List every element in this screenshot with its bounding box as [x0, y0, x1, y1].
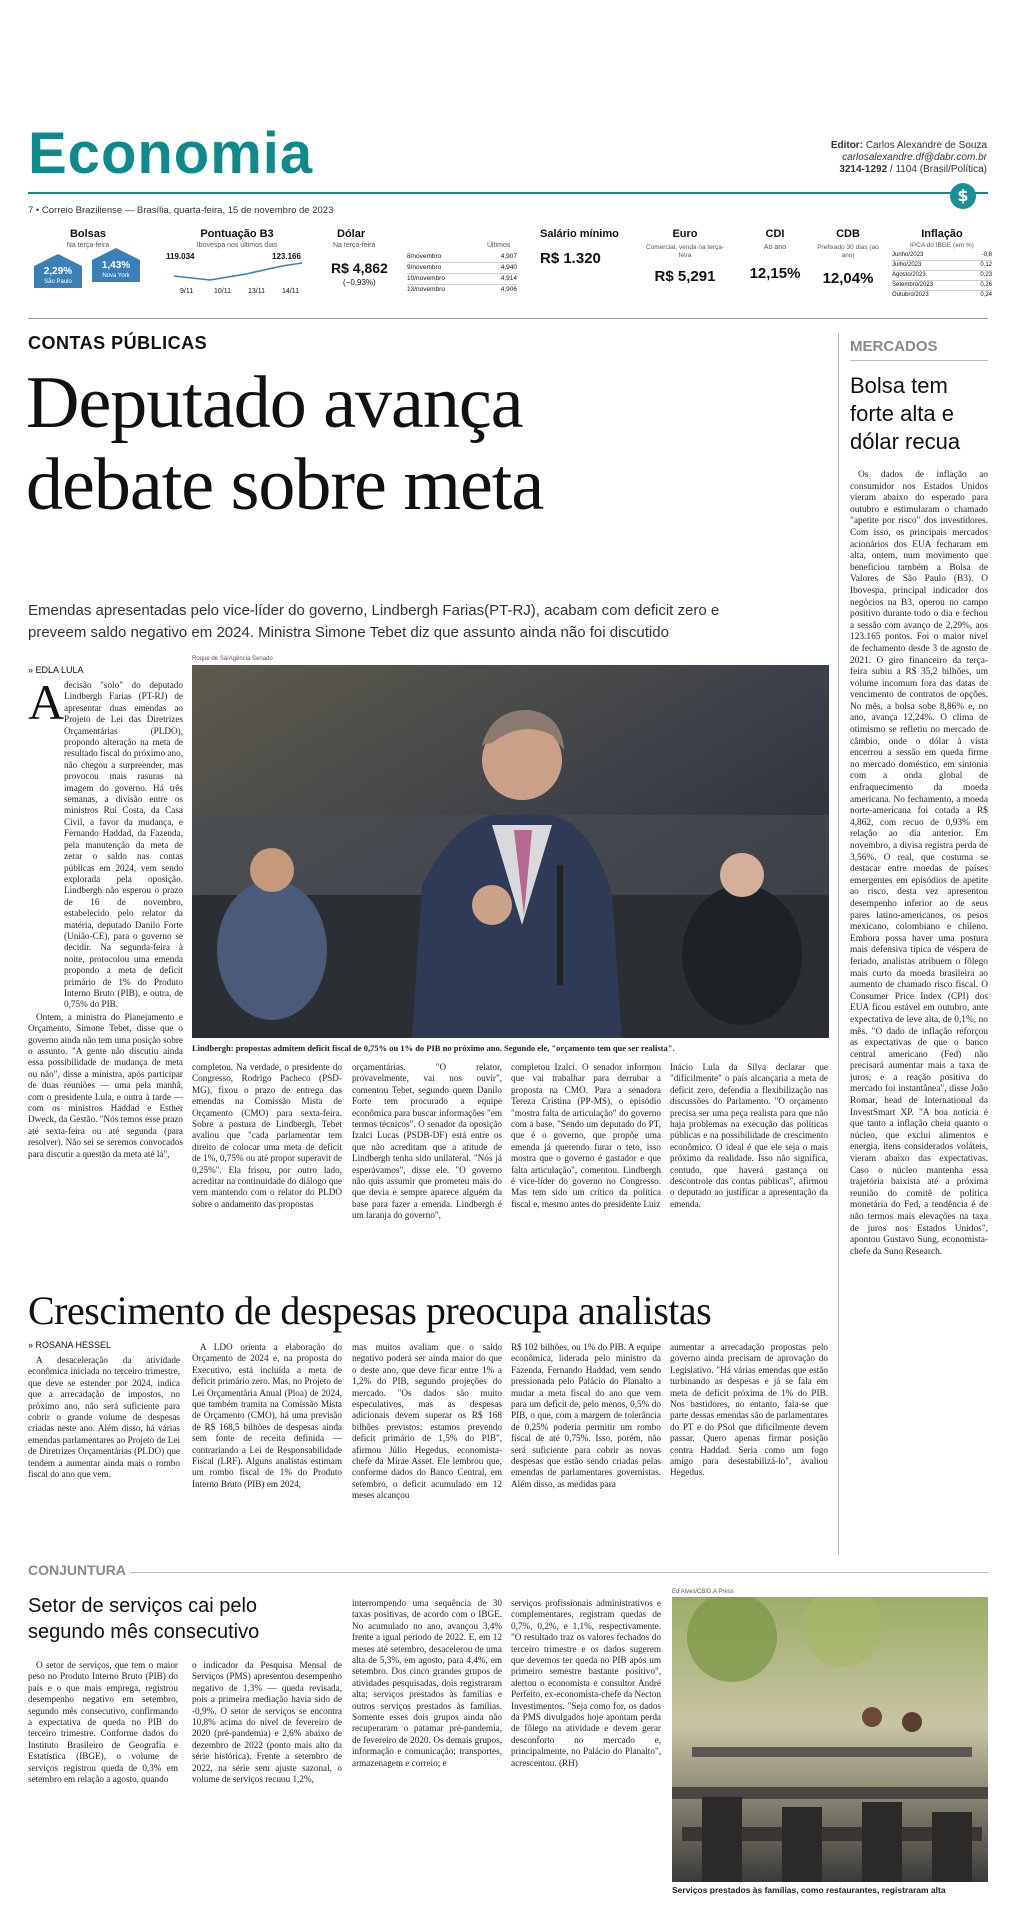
list-item: Agosto/2023 0,23: [892, 271, 992, 281]
secondary-byline: » ROSANA HESSEL: [28, 1340, 112, 1350]
main-photo: [192, 665, 829, 1038]
list-item: 13/novembro 4,906: [407, 286, 517, 293]
bolsas-title: Bolsas: [69, 228, 107, 240]
salario-title: Salário mínimo: [540, 228, 619, 240]
conjuntura-col-4-text: serviços profissionais administrativos e complementares, registram quedas de 0,7%, 0,2%, e 1,1%, respectivamente. "O resultado traz os valores fechados do terceiro trimestre e os dados sugerem que devemos ter queda no PIB após um primeiro semestre bastante positivo", alertou o economista e consultor André Perfeito, ex-economista-chefe da Necton Investimentos. "Seja como for, os dados da PMS divulgados hoje apontam perda de fôlego na atividade e devem gerar desconforto no mercado e, principalmente, no Palácio do Planalto", acrescentou. (RH): [511, 1598, 661, 1768]
conjuntura-headline-1: Setor de serviços cai pelo: [28, 1595, 258, 1617]
indicator-bolsas: [28, 228, 148, 300]
sidebar-section: MERCADOS: [850, 338, 938, 355]
main-col-2: [192, 1062, 342, 1282]
editor-phone-extra: / 1104 (Brasil/Política): [889, 164, 987, 175]
headline-line-2: debate sobre meta: [26, 444, 544, 526]
dolar-history-table: [407, 252, 517, 295]
cdb-sub: Prefixado 30 dias (ao ano): [817, 244, 879, 259]
list-item: 8/novembro 4,907: [407, 252, 517, 263]
ny-up-arrow-icon: [92, 248, 140, 260]
b3-day-2: 10/11: [214, 288, 231, 295]
b3-value-2: 123.166: [272, 252, 301, 261]
indicator-euro: [640, 228, 730, 285]
ny-label: Nova York: [102, 273, 130, 279]
main-col-5-text: Inácio Lula da Silva declarar que "dificilmente" o país alcançaria a meta de deficit zero, defendia a flexibilização nas discussões do Parlamento. "O orçamento precisa ser uma peça realista para que não haja problemas na execução das políticas públicas e na possibilidade de crescimento econômico. O ideal é que ele seja o mais próximo da realidade. Isso não significa, contudo, que haverá gastança ou descontrole das contas públicas", afirmou o deputado ao justificar a apresentação da emenda.: [670, 1062, 828, 1209]
dolar-hist-title: Últimos: [487, 242, 511, 249]
indicator-b3: [162, 228, 312, 300]
main-col-1-text-b: Ontem, a ministra do Planejamento e Orçamento, Simone Tebet, disse que o governo ainda não tem uma posição sobre o assunto. "A gente não discutiu ainda essa possibilidade de mudança de meta ou não", disse a ministra, após participar de duas reuniões — uma pela manhã, com o presidente Lula, e outra à tarde — com os ministros Haddad e Esther Dweck, da Gestão. "Nós temos esse prazo até sexta-feira ou até segunda (para resolver). Não sei se seremos convocados para discutir a questão da meta até lá",: [28, 1011, 183, 1159]
dollar-icon: $: [950, 183, 976, 209]
secondary-col-4: [511, 1342, 661, 1555]
dolar-sub: Na terça-feira: [333, 242, 376, 249]
list-item: 9/novembro 4,940: [407, 263, 517, 274]
secondary-col-2-text: A LDO orienta a elaboração do Orçamento de 2024 e, na proposta do Executivo, está incluída a meta de deficit primário zero. Mas, no Projeto de Lei Orçamentária Anual (Ploa) de 2024, que também tramita na Comissão Mista de Orçamento (CMO), há uma previsão de R$ 168,5 bilhões de despesas ainda sem fonte de receita definida — contrariando a Lei de Responsabilidade Fiscal (LRF). Alguns analistas estimam um rombo fiscal de 1% do Produto Interno Bruto (PIB) em 2024,: [192, 1342, 342, 1489]
euro-sub: Comercial, venda na terça-feira: [645, 244, 725, 259]
sp-label: São Paulo: [44, 279, 72, 285]
inflacao-sub: IPCA do IBGE (em %): [910, 242, 974, 249]
dateline: 7 • Correio Braziliense — Brasília, quarta-feira, 15 de novembro de 2023: [28, 205, 334, 216]
header-rule: [28, 192, 988, 194]
salario-value: R$ 1.320: [540, 250, 601, 267]
dolar-change: (−0,93%): [343, 278, 376, 287]
main-col-3-text: orçamentárias. "O relator, provavelmente, vai nos ouvir", comentou Tebet, segundo quem Danilo Forte tem procurado a equipe econômica para buscar informações "em termos técnicos". O senador da oposição Izalci Lucas (PSDB-DF) está entre os que não acreditam que a atitude de Lindbergh tenha sido unilateral. "Nós já esperávamos", disse ele. "O governo não quis assumir que prometeu mais do que devia e sempre aparece alguém da base para fazer a emenda. Lindbergh é um laranja do governo",: [352, 1062, 502, 1221]
conjuntura-caption: Serviços prestados às famílias, como restaurantes, registraram alta: [672, 1885, 946, 1895]
secondary-headline: Crescimento de despesas preocupa analistas: [28, 1288, 712, 1333]
list-item: Setembro/2023 0,26: [892, 281, 992, 291]
restaurant-illustration: [672, 1597, 988, 1882]
euro-title: Euro: [672, 228, 698, 240]
headline-line-1: Deputado avança: [26, 362, 523, 444]
editor-email[interactable]: carlosalexandre.df@dabr.com.br: [842, 152, 987, 163]
sidebar-body: [850, 470, 988, 1555]
sp-up-arrow-icon: [34, 254, 82, 266]
indicator-dolar: [325, 228, 525, 300]
conjuntura-col-3: [352, 1598, 502, 1900]
sidebar-headline: Bolsa tem forte alta e dólar recua: [850, 373, 961, 454]
deck-line-2: preveem saldo negativo em 2024. Ministra Simone Tebet diz que assunto ainda não foi discutido: [28, 624, 669, 641]
conjuntura-col-1: [28, 1660, 178, 1900]
conjuntura-col-2: [192, 1660, 342, 1900]
sp-box: [34, 266, 82, 288]
cdi-value: 12,15%: [749, 265, 801, 282]
main-col-3: [352, 1062, 502, 1282]
b3-sub: Ibovespa nos últimos dias: [196, 242, 278, 249]
main-col-1: [28, 680, 183, 1280]
main-headline: [26, 362, 826, 526]
editor-phone: 3214-1292: [839, 164, 888, 175]
ny-value: 1,43%: [101, 260, 131, 271]
conjuntura-col-4: [511, 1598, 661, 1900]
sp-value: 2,29%: [43, 266, 73, 277]
indicator-inflacao: [892, 228, 992, 300]
conjuntura-photo: [672, 1597, 988, 1882]
list-item: 10/novembro 4,914: [407, 274, 517, 285]
editor-label: Editor:: [830, 140, 864, 151]
secondary-col-4-text: R$ 102 bilhões, ou 1% do PIB. A equipe econômica, liderada pelo ministro da Fazenda, Fernando Haddad, vem sendo pressionada pelo Palácio do Planalto a mudar a meta fiscal do ano que vem para um deficit de, pelo menos, 0,5% do PIB, o que, com a margem de tolerância de 0,25% poderia permitir um rombo fiscal de até 0,75%. Isso, porém, não será suficiente para cobrir as novas despesas que estão sendo criadas pelas emendas de parlamentares governistas. Além disso, as medidas para: [511, 1342, 661, 1489]
secondary-col-1-text: A desaceleração da atividade econômica iniciada no terceiro trimestre, que deve se estender por 2024, indica que a arrecadação de impostos, no próximo ano, não será suficiente para cobrir o grande volume de despesas criadas neste ano. Além disso, há várias emendas parlamentares ao Projeto de Lei de Diretrizes Orçamentárias (PLDO) que tendem a aumentar ainda mais o rombo fiscal do ano que vem.: [28, 1355, 180, 1480]
conjuntura-headline: [28, 1593, 328, 1645]
cdb-value: 12,04%: [822, 270, 874, 287]
indicators-rule: [28, 318, 988, 319]
bolsas-sub: Na terça-feira: [66, 242, 110, 249]
secondary-col-2: [192, 1342, 342, 1555]
cdi-title: CDI: [765, 228, 785, 240]
euro-value: R$ 5,291: [654, 268, 716, 285]
section-title: Economia: [28, 121, 314, 186]
inflacao-title: Inflação: [921, 228, 963, 240]
list-item: Junho/2023 -0,8: [892, 251, 992, 261]
dolar-title: Dólar: [337, 228, 366, 240]
main-col-2-text: completou. Na verdade, o presidente do Congresso, Rodrigo Pacheco (PSD-MG), fixou o prazo de entrega das emendas na Comissão Mista de Orçamento (CMO) para sexta-feira. Sobre a postura de Lindbergh, Tebet avaliou que "cada parlamentar tem direito de colocar uma meta de deficit de 1%, 0,75% ou até propor superavit de 0,25%". Ela frisou, por outro lado, acreditar na continuidade do diálogo que vem mantendo com o relator do PLDO sobre o andamento das propostas: [192, 1062, 342, 1209]
kicker: CONTAS PÚBLICAS: [28, 333, 208, 353]
secondary-col-5-text: aumentar a arrecadação propostas pelo governo ainda precisam de aprovação do Legislativo. "Há várias emendas que estão turbinando as despesas e já se fala em meta de deficit próxima de 1% do PIB. Nos bastidores, no entanto, fala-se que parte dessas emendas são de parlamentares do PT e do PSol que dificilmente devem passar. Quero apenas firmar posição contra Haddad. Seria como um fogo amigo para desestabilizá-lo", avaliou Hegedus.: [670, 1342, 828, 1478]
sidebar-body-text: Os dados de inflação ao consumidor nos Estados Unidos vieram abaixo do esperado para outubro e estimularam o chamado "apetite por risco" dos investidores. Com isso, os principais mercados acionários dos EUA fecharam em alta, ontem, num movimento que beneficiou também a Bolsa de Valores de São Paulo (B3). O Ibovespa, principal indicador dos negócios na B3, operou no campo positivo durante todo o dia e fechou a sessão com avanço de 2,29%, aos 123.165 pontos. Foi o maior nível de fechamento desde 3 de agosto de 2021. O giro financeiro da terça-feira subiu a R$ 35,2 bilhões, um volume incomum fora das datas de vencimento de contratos de opções. No mês, a bolsa sobe 8,86% e, no ano, avança 12,24%. O clima de otimismo se refletiu no mercado de câmbio, onde o dólar à vista encerrou a sessão em queda firme no mercado doméstico, em sintonia com a onda global de enfraquecimento da moeda americana. No fechamento, a moeda norte-americana foi cotada a R$ 4,862, com recuo de 0,93% em relação ao dia anterior. Em novembro, a divisa registra perda de 3,56%. O real, que costuma se destacar entre moedas de países emergentes em episódios de apetite ao risco, desta vez apresentou desempenho inferior ao de seus pares latino-americanos, os pesos mexicano, colombiano e chileno. Embora possa haver uma postura mais defensiva típica de véspera de feriado, analistas atribuem o fôlego mais curto da moeda brasileira ao aumento de chamado risco fiscal. O Consumer Price Index (CPI) dos EUA ficou estável em outubro, ante expectativa de leve alta, de 0,1%, no mês. "O dado de inflação reforçou as expectativas de que o banco central americano (Fed) não precisará aumentar mais a taxa de juros, e a reação positiva do mercado foi instantânea", disse João Romar, head de International da InvestSmart XP. "A boa notícia é que tanto a inflação cheia quanto o núcleo, que exclui alimentos e energia, itens considerados voláteis, vieram abaixo das expectativas. Caso o núcleo mantenha essa trajetória baixista até a próxima reunião do comitê de política monetária do Fed, a tendência é de não termos mais elevações na taxa de juros nos Estados Unidos", apontou Gustavo Sung, economista-chefe da Suno Research.: [850, 470, 988, 1257]
indicator-salario: [540, 228, 640, 267]
secondary-col-1: [28, 1355, 180, 1555]
secondary-col-3: [352, 1342, 502, 1555]
conjuntura-col-2-text: o indicador da Pesquisa Mensal de Serviços (PMS) apresentou desempenho negativo de 1,3% — queda revisada, pois a primeira mediação havia sido de -0,9%. O setor de serviços se encontra 10,8% acima do nível de fevereiro de 2020 (pré-pandemia) e 2,6% abaixo de dezembro de 2022 (ponto mais alto da série histórica). Frente a setembro de 2022, na série sem ajuste sazonal, o volume de serviços recuou 1,2%,: [192, 1660, 342, 1785]
list-item: Outubro/2023 0,24: [892, 292, 992, 298]
inflacao-table: [892, 251, 992, 300]
secondary-col-5: [670, 1342, 828, 1555]
editor-credits: [831, 140, 987, 176]
cdi-sub: Ao ano: [763, 244, 787, 251]
sidebar-divider: [838, 333, 839, 1555]
sidebar-rule: [850, 360, 988, 361]
cdb-title: CDB: [836, 228, 860, 240]
main-col-5: [670, 1062, 828, 1282]
b3-day-4: 14/11: [282, 288, 299, 295]
photo-credit: Roque de Sá/Agência Senado: [192, 656, 273, 662]
conjuntura-section: CONJUNTURA: [28, 1562, 126, 1578]
deck: [28, 600, 828, 644]
main-col-4-text: completou Izalci. O senador informou que vai trabalhar para derrubar a proposta na CMO. Para a senadora Tereza Cristina (PP-MS), o episódio "mostra falta de articulação" do governo com a base. "Sendo um deputado do PT, que é o governo, que propõe uma emenda já querendo furar o teto, isso mostra que o governo é gastador e que falta articulação", comentou. Lindbergh é vice-líder do governo no Congresso. Mas tem sido um crítico da política fiscal e, mesmo antes do presidente Luiz: [511, 1062, 661, 1209]
main-col-1-text: decisão "solo" do deputado Lindbergh Farias (PT-RJ) de apresentar duas emendas ao Projeto de Lei das Diretrizes Orçamentárias (PLDO), propondo alteração na meta de resultado fiscal do próximo ano, não chegou a surpreender, mas provocou mais rasuras na imagem do governo. Há três semanas, a divisão entre os ministros Rui Costa, da Casa Civil, a favor da mudança, e Fernando Haddad, da Fazenda, pela manutenção da meta de zerar o saldo nas contas públicas em 2024, vem sendo explorada pela oposição. Lindbergh não esperou o prazo de 16 de novembro, estabelecido pelo relator da matéria, deputado Danilo Forte (União-CE), para o governo se decidir. Na segunda-feira à noite, protocolou uma emenda propondo a meta de deficit primário de 1% do Produto Interno Bruto (PIB), e outra, de 0,75% do PIB.: [64, 680, 183, 1010]
conjuntura-headline-2: segundo mês consecutivo: [28, 1621, 260, 1643]
conjuntura-col-1-text: O setor de serviços, que tem o maior peso no Produto Interno Bruto (PIB) do país e o que mais emprega, registrou desempenho negativo em setembro, segundo mês consecutivo, confirmando a expectativa de queda no PIB do terceiro trimestre. Conforme dados do Instituto Brasileiro de Geografia e Estatística (IBGE), o volume de serviços registrou queda de 0,3% em setembro em relação a agosto, quando: [28, 1660, 178, 1785]
conjuntura-rule: [130, 1572, 988, 1573]
editor-name: Carlos Alexandre de Souza: [865, 140, 987, 151]
conjuntura-col-3-text: interrompendo uma sequência de 30 taxas positivas, de acordo com o IBGE. No acumulado no ano, avançou 3,4% frente a igual período de 2022. E, em 12 meses até setembro, desacelerou de uma alta de 5,3%, em agosto, para 4,4%, em setembro. Dos cinco grandes grupos de atividades pesquisadas, dois registraram alta; serviços prestados às famílias e outros serviços prestados às famílias. Somente esses dois grupos ainda não recuperaram o patamar pré-pandemia, de fevereiro de 2020. Os demais grupos, informação e comunicação; transportes, armazenagem e correio; e: [352, 1598, 502, 1768]
byline: » EDLA LULA: [28, 665, 84, 675]
photo-illustration: [192, 665, 829, 1038]
b3-day-1: 9/11: [180, 288, 194, 295]
list-item: Julho/2023 0,12: [892, 261, 992, 271]
ny-box: [92, 260, 140, 282]
dolar-value: R$ 4,862: [331, 260, 388, 276]
main-col-4: [511, 1062, 661, 1282]
indicator-cdb: [812, 228, 884, 287]
dropcap: A: [28, 674, 65, 730]
photo-caption: Lindbergh: propostas admitem deficit fiscal de 0,75% ou 1% do PIB no próximo ano. Segundo ele, "orçamento tem que ser realista".: [192, 1043, 675, 1053]
secondary-col-3-text: mas muitos avaliam que o saldo negativo poderá ser ainda maior do que o deste ano, que deve ficar entre 1% a 1,2% do PIB, segundo projeções do mercado. "Os dados são muito especulativos, mas as despesas adicionais devem superar os R$ 168 bilhões previstos; estamos prevendo deficit primário de 1,5% do PIB", afirmou Júlio Hegedus, economista-chefe da Mirae Asset. Ele lembrou que, conforme dados do Banco Central, em setembro, o deficit acumulado em 12 meses alcançou: [352, 1342, 502, 1501]
b3-value-1: 119.034: [166, 252, 195, 261]
conjuntura-photo-credit: Ed Alves/CB/D.A Press: [672, 1589, 734, 1595]
deck-line-1: Emendas apresentadas pelo vice-líder do governo, Lindbergh Farias(PT-RJ), acabam com deficit zero e: [28, 602, 720, 619]
b3-day-3: 13/11: [248, 288, 265, 295]
b3-title: Pontuação B3: [200, 228, 274, 240]
indicator-cdi: [740, 228, 810, 282]
